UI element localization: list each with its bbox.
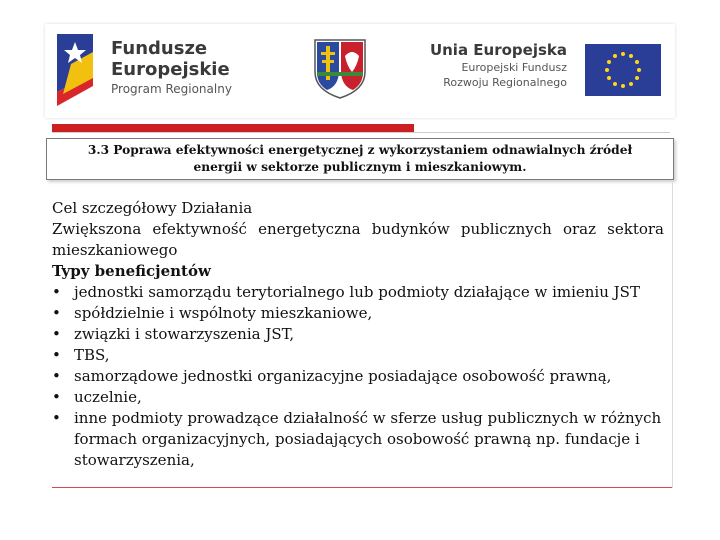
bottom-divider (52, 487, 672, 488)
fe-logo-line3: Program Regionalny (111, 82, 232, 96)
beneficiaries-heading: Typy beneficjentów (52, 262, 211, 280)
fe-logo-line2: Europejskie (111, 59, 230, 80)
list-item: • spółdzielnie i wspólnoty mieszkaniowe, (52, 303, 664, 324)
objective-text-line2: mieszkaniowego (52, 241, 178, 259)
list-item: • samorządowe jednostki organizacyjne posiadające osobowość prawną, (52, 366, 664, 387)
ue-logo-sub2: Rozwoju Regionalnego (443, 76, 567, 89)
accent-red-bar (52, 124, 414, 132)
fundusze-europejskie-flag-icon (57, 34, 93, 106)
fe-logo-line1: Fundusze (111, 38, 208, 59)
objective-heading: Cel szczegółowy Działania (52, 199, 253, 217)
objective-text-line1: Zwiększona efektywność energetyczna budynków publicznych oraz sektora (52, 220, 664, 238)
swietokrzyskie-coat-of-arms-icon (313, 38, 367, 100)
list-item: • uczelnie, (52, 387, 664, 408)
list-item: • związki i stowarzyszenia JST, (52, 324, 664, 345)
list-item: • TBS, (52, 345, 664, 366)
header-divider (52, 132, 670, 133)
ue-logo-sub1: Europejski Fundusz (461, 61, 567, 74)
action-title-line1: 3.3 Poprawa efektywności energetycznej z wykorzystaniem odnawialnych źródeł (87, 143, 633, 157)
eu-flag-icon (585, 44, 661, 96)
action-title-box (46, 138, 674, 180)
fundusze-europejskie-logo-text (111, 38, 232, 98)
ue-logo-title: Unia Europejska (429, 41, 567, 59)
unia-europejska-logo-text (427, 40, 567, 90)
content-body (52, 198, 664, 471)
beneficiaries-list (52, 282, 664, 471)
list-item: • jednostki samorządu terytorialnego lub podmioty działające w imieniu JST (52, 282, 664, 303)
logo-bar (45, 24, 675, 118)
list-item: • inne podmioty prowadzące działalność w sferze usług publicznych w różnych formach organizacyjnych, posiadających osobowość prawną np. fundacje i stowarzyszenia, (52, 408, 664, 471)
action-title-line2: energii w sektorze publicznym i mieszkaniowym. (193, 160, 527, 174)
right-divider (672, 180, 673, 488)
